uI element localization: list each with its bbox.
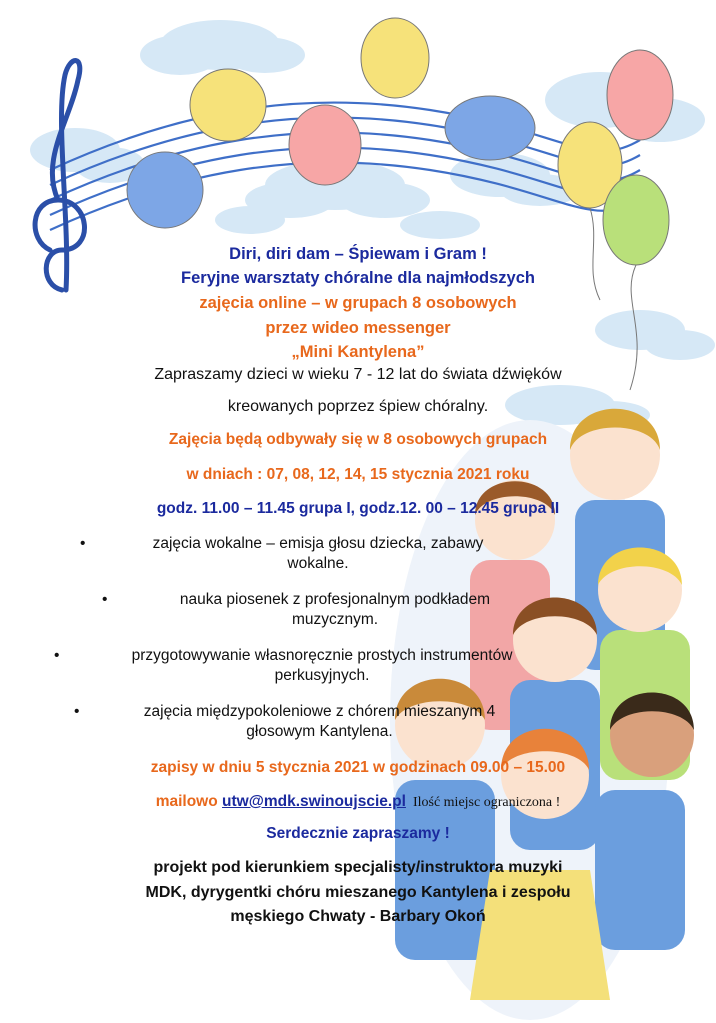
list-item-text: nauka piosenek z profesjonalnym podkładem <box>179 591 491 608</box>
bullet-icon: • <box>54 647 60 664</box>
bullet-icon: • <box>80 535 86 552</box>
bullet-icon: • <box>102 591 108 608</box>
groups-info: Zajęcia będą odbywały się w 8 osobowych grupach <box>168 431 548 448</box>
online-info: zajęcia online – w grupach 8 osobowych <box>199 294 517 312</box>
program-name: „Mini Kantylena” <box>291 343 425 361</box>
list-item-text: przygotowywanie własnoręcznie prostych instrumentów <box>131 647 513 664</box>
messenger-info: przez wideo messenger <box>265 319 451 337</box>
list-item-text: wokalne. <box>287 555 349 572</box>
email-prefix: mailowo <box>155 793 223 810</box>
workshop-subtitle: Feryjne warsztaty chóralne dla najmłodszych <box>181 269 535 287</box>
intro-line-1: Zapraszamy dzieci w wieku 7 - 12 lat do świata dźwięków <box>154 366 562 383</box>
footer-line-3: męskiego Chwaty - Barbary Okoń <box>230 908 486 925</box>
signup-info: zapisy w dniu 5 stycznia 2021 w godzinach 09.00 – 15.00 <box>150 759 566 776</box>
bullet-icon: • <box>74 703 80 720</box>
invitation-text: Serdecznie zapraszamy ! <box>266 825 450 842</box>
list-item-text: zajęcia wokalne – emisja głosu dziecka, zabawy <box>152 535 484 552</box>
footer-line-1: projekt pod kierunkiem specjalisty/instruktora muzyki <box>153 859 563 876</box>
list-item <box>80 534 538 574</box>
workshop-title: Diri, diri dam – Śpiewam i Gram ! <box>229 245 487 263</box>
intro-line-2: kreowanych poprzez śpiew chóralny. <box>227 398 489 415</box>
list-item-text: muzycznym. <box>291 611 379 628</box>
dates-info: w dniach : 07, 08, 12, 14, 15 stycznia 2021 roku <box>186 466 530 483</box>
footer-line-2: MDK, dyrygentki chóru mieszanego Kantylena i zespołu <box>145 884 571 901</box>
list-item-text: perkusyjnych. <box>274 667 370 684</box>
list-item <box>74 702 547 742</box>
hours-info: godz. 11.00 – 11.45 grupa I, godz.12. 00 – 12.45 grupa II <box>156 500 560 517</box>
list-item-text: głosowym Kantylena. <box>246 723 393 740</box>
limited-places-note: Ilość miejsc ograniczona ! <box>412 795 561 810</box>
list-item <box>54 646 572 686</box>
list-item-text: zajęcia międzypokoleniowe z chórem mieszanym 4 <box>143 703 496 720</box>
email-link[interactable]: utw@mdk.swinoujscie.pl <box>222 793 406 810</box>
email-line <box>0 793 716 811</box>
list-item <box>102 590 550 630</box>
